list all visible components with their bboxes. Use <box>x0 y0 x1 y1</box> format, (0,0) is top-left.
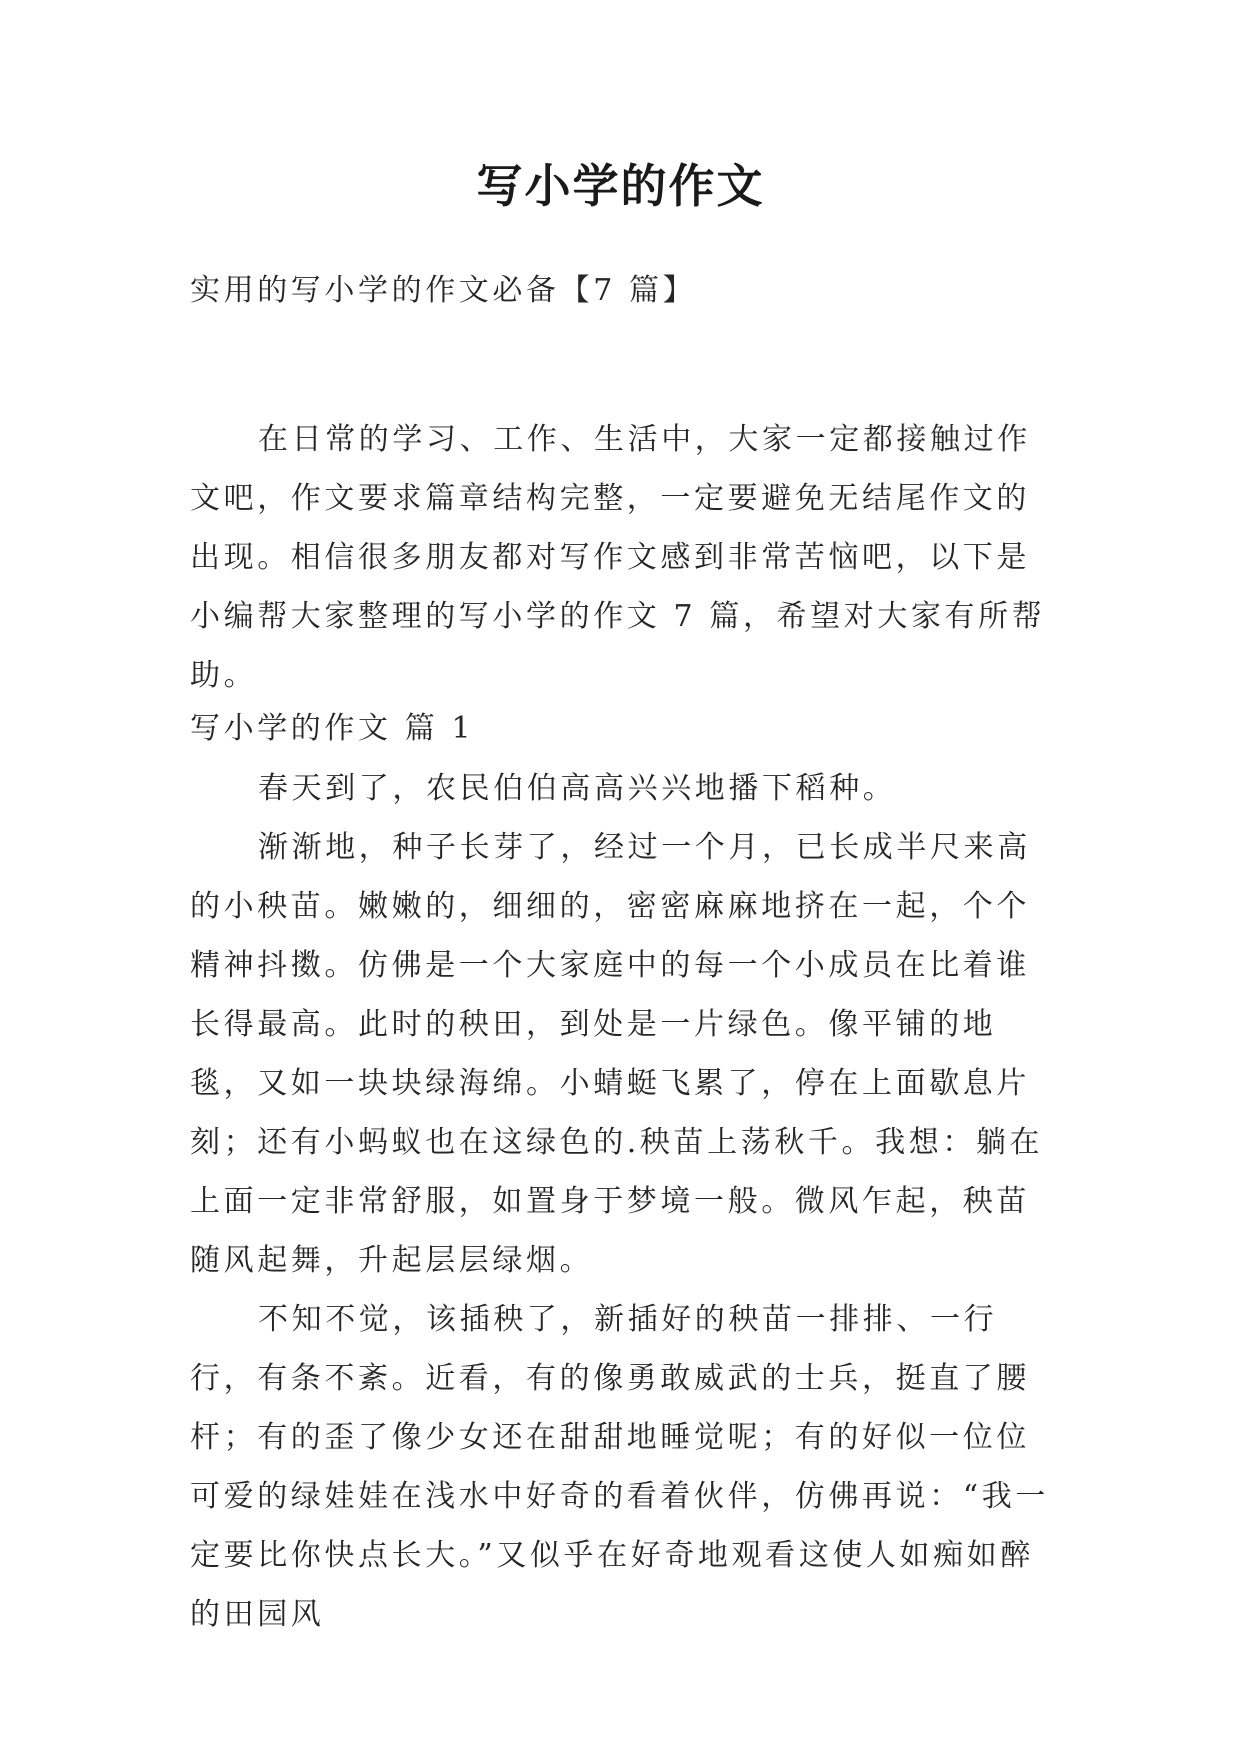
section-body <box>190 759 1060 1644</box>
section-heading: 写小学的作文 篇 1 <box>190 711 475 746</box>
section-paragraph-1: 春天到了，农民伯伯高高兴兴地播下稻种。 <box>258 771 897 806</box>
section-paragraph-3: 不知不觉，该插秧了，新插好的秧苗一排排、一行行，有条不紊。近看，有的像勇敢威武的士兵，挺直了腰杆；有的歪了像少女还在甜甜地睡觉呢；有的好似一位位可爱的绿娃娃在浅水中好奇的看着伙伴，仿佛再说：“我一定要比你快点长大。”又似乎在好奇地观看这使人如痴如醉的田园风 <box>190 1302 1049 1632</box>
document-subtitle: 实用的写小学的作文必备【7 篇】 <box>190 273 697 308</box>
document-title: 写小学的作文 <box>476 159 765 213</box>
section-paragraph-2: 渐渐地，种子长芽了，经过一个月，已长成半尺来高的小秧苗。嫩嫩的，细细的，密密麻麻地挤在一起，个个精神抖擞。仿佛是一个大家庭中的每一个小成员在比着谁长得最高。此时的秧田，到处是一片绿色。像平铺的地毯，又如一块块绿海绵。小蜻蜓飞累了，停在上面歇息片刻；还有小蚂蚁也在这绿色的.秧苗上荡秋千。我想：躺在上面一定非常舒服，如置身于梦境一般。微风乍起，秧苗随风起舞，升起层层绿烟。 <box>190 830 1044 1278</box>
intro-block <box>190 410 1060 705</box>
intro-paragraph: 在日常的学习、工作、生活中，大家一定都接触过作文吧，作文要求篇章结构完整，一定要避免无结尾作文的出现。相信很多朋友都对写作文感到非常苦恼吧，以下是小编帮大家整理的写小学的作文 7 篇，希望对大家有所帮助。 <box>190 422 1046 693</box>
